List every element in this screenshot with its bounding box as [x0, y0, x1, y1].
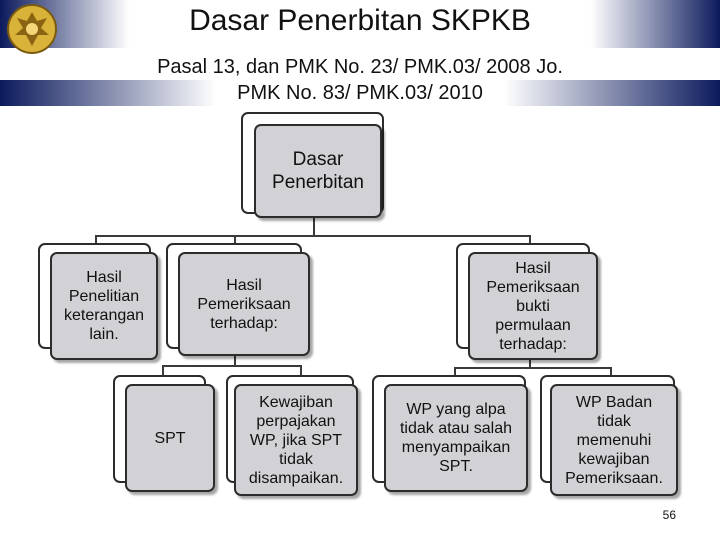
node-hasil-pemeriksaan: Hasil Pemeriksaan terhadap: — [178, 252, 310, 356]
subtitle-line-1: Pasal 13, dan PMK No. 23/ PMK.03/ 2008 Jo. — [157, 56, 563, 78]
node-bukti-permulaan: Hasil Pemeriksaan bukti permulaan terhadap: — [468, 252, 598, 360]
connector-level1-horizontal — [95, 235, 530, 237]
node-wp-alpa: WP yang alpa tidak atau salah menyampaikan SPT. — [384, 384, 528, 492]
connector-node2-horizontal — [162, 365, 302, 367]
page-number: 56 — [662, 508, 676, 522]
node-kewajiban: Kewajiban perpajakan WP, jika SPT tidak disampaikan. — [234, 384, 358, 496]
subtitle-line-2: PMK No. 83/ PMK.03/ 2010 — [237, 82, 483, 104]
page-title: Dasar Penerbitan SKPKB — [189, 4, 531, 37]
root-node: Dasar Penerbitan — [254, 124, 382, 218]
node-spt: SPT — [125, 384, 215, 492]
node-wp-badan: WP Badan tidak memenuhi kewajiban Pemeriksaan. — [550, 384, 678, 496]
connector-node3-horizontal — [454, 367, 612, 369]
node-hasil-penelitian: Hasil Penelitian keterangan lain. — [50, 252, 158, 360]
